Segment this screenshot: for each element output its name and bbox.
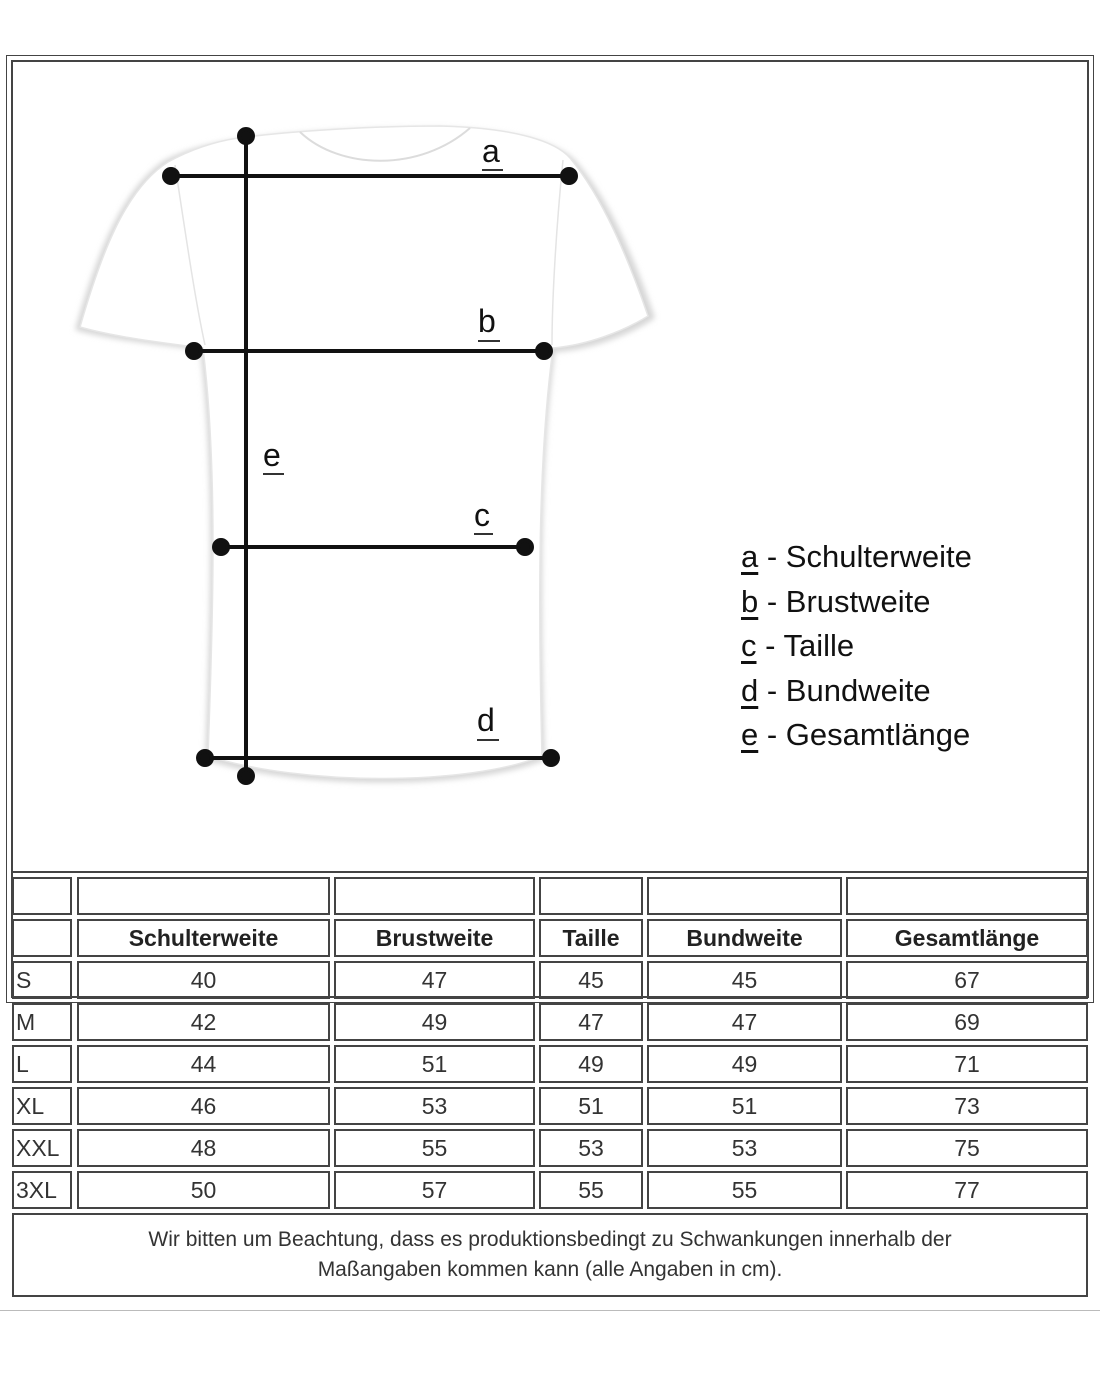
table-size-cell: L: [12, 1045, 72, 1083]
table-value-cell: 71: [846, 1045, 1088, 1083]
table-value-cell: 42: [77, 1003, 330, 1041]
table-value-cell: 45: [539, 961, 643, 999]
measure-dot-b-right: [537, 344, 551, 358]
table-value-cell: 53: [334, 1087, 535, 1125]
table-value-cell: 47: [539, 1003, 643, 1041]
table-header-cell: Bundweite: [647, 919, 842, 957]
table-spacer-cell: [846, 877, 1088, 915]
table-value-cell: 51: [539, 1087, 643, 1125]
legend-text: - Brustweite: [758, 583, 931, 619]
table-value-cell: 44: [77, 1045, 330, 1083]
table-value-cell: 67: [846, 961, 1088, 999]
measure-dot-e-bottom: [239, 769, 253, 783]
bottom-divider: [0, 1310, 1100, 1311]
legend-letter: c: [741, 628, 757, 663]
table-size-cell: 3XL: [12, 1171, 72, 1209]
measure-dot-b-left: [187, 344, 201, 358]
measure-label-b: b: [478, 303, 496, 339]
legend-item: [741, 713, 972, 758]
table-value-cell: 73: [846, 1087, 1088, 1125]
legend-letter: e: [741, 717, 759, 752]
table-value-cell: 55: [647, 1171, 842, 1209]
legend-item: [741, 535, 972, 580]
table-value-cell: 49: [647, 1045, 842, 1083]
legend-text: - Taille: [756, 628, 855, 663]
measure-dot-a-left: [164, 169, 178, 183]
legend-text: - Gesamtlänge: [758, 717, 971, 752]
table-size-cell: S: [12, 961, 72, 999]
tshirt-body: [80, 126, 648, 779]
table-value-cell: 51: [334, 1045, 535, 1083]
table-value-cell: 46: [77, 1087, 330, 1125]
table-value-cell: 75: [846, 1129, 1088, 1167]
table-header-cell: [12, 919, 72, 957]
measure-dot-c-right: [518, 540, 532, 554]
note-box: [12, 1213, 1088, 1297]
table-value-cell: 49: [539, 1045, 643, 1083]
table-spacer-cell: [12, 877, 72, 915]
legend-letter: a: [741, 539, 759, 574]
legend-item: [741, 580, 972, 625]
table-header-cell: Brustweite: [334, 919, 535, 957]
measure-label-e: e: [263, 437, 281, 473]
table-value-cell: 47: [647, 1003, 842, 1041]
table-size-cell: XL: [12, 1087, 72, 1125]
measure-label-a: a: [482, 133, 500, 169]
measure-dot-c-left: [214, 540, 228, 554]
table-size-cell: XXL: [12, 1129, 72, 1167]
legend-item: [741, 669, 972, 714]
table-value-cell: 47: [334, 961, 535, 999]
table-value-cell: 77: [846, 1171, 1088, 1209]
measure-dot-d-left: [198, 751, 212, 765]
legend: [741, 535, 972, 758]
table-value-cell: 51: [647, 1087, 842, 1125]
table-value-cell: 40: [77, 961, 330, 999]
legend-letter: d: [741, 672, 759, 708]
measure-dot-d-right: [544, 751, 558, 765]
legend-item: [741, 624, 972, 669]
table-header-cell: Taille: [539, 919, 643, 957]
measure-label-c: c: [474, 497, 490, 533]
table-value-cell: 48: [77, 1129, 330, 1167]
table-spacer-cell: [334, 877, 535, 915]
table-header-cell: Schulterweite: [77, 919, 330, 957]
legend-text: - Bundweite: [758, 672, 931, 708]
table-value-cell: 55: [539, 1171, 643, 1209]
table-value-cell: 50: [77, 1171, 330, 1209]
table-value-cell: 55: [334, 1129, 535, 1167]
table-value-cell: 45: [647, 961, 842, 999]
table-spacer-cell: [77, 877, 330, 915]
legend-text: - Schulterweite: [758, 539, 972, 574]
table-size-cell: M: [12, 1003, 72, 1041]
table-value-cell: 53: [539, 1129, 643, 1167]
note-line-2: Maßangaben kommen kann (alle Angaben in cm).: [317, 1258, 783, 1281]
table-spacer-cell: [647, 877, 842, 915]
measure-label-d: d: [477, 702, 495, 738]
measure-dot-a-right: [562, 169, 576, 183]
table-spacer-cell: [539, 877, 643, 915]
table-value-cell: 69: [846, 1003, 1088, 1041]
table-value-cell: 53: [647, 1129, 842, 1167]
table-value-cell: 57: [334, 1171, 535, 1209]
table-header-cell: Gesamtlänge: [846, 919, 1088, 957]
note-line-1: Wir bitten um Beachtung, dass es produktionsbedingt zu Schwankungen innerhalb der: [148, 1228, 952, 1251]
table-value-cell: 49: [334, 1003, 535, 1041]
measure-dot-e-top: [239, 129, 253, 143]
legend-letter: b: [741, 583, 759, 619]
